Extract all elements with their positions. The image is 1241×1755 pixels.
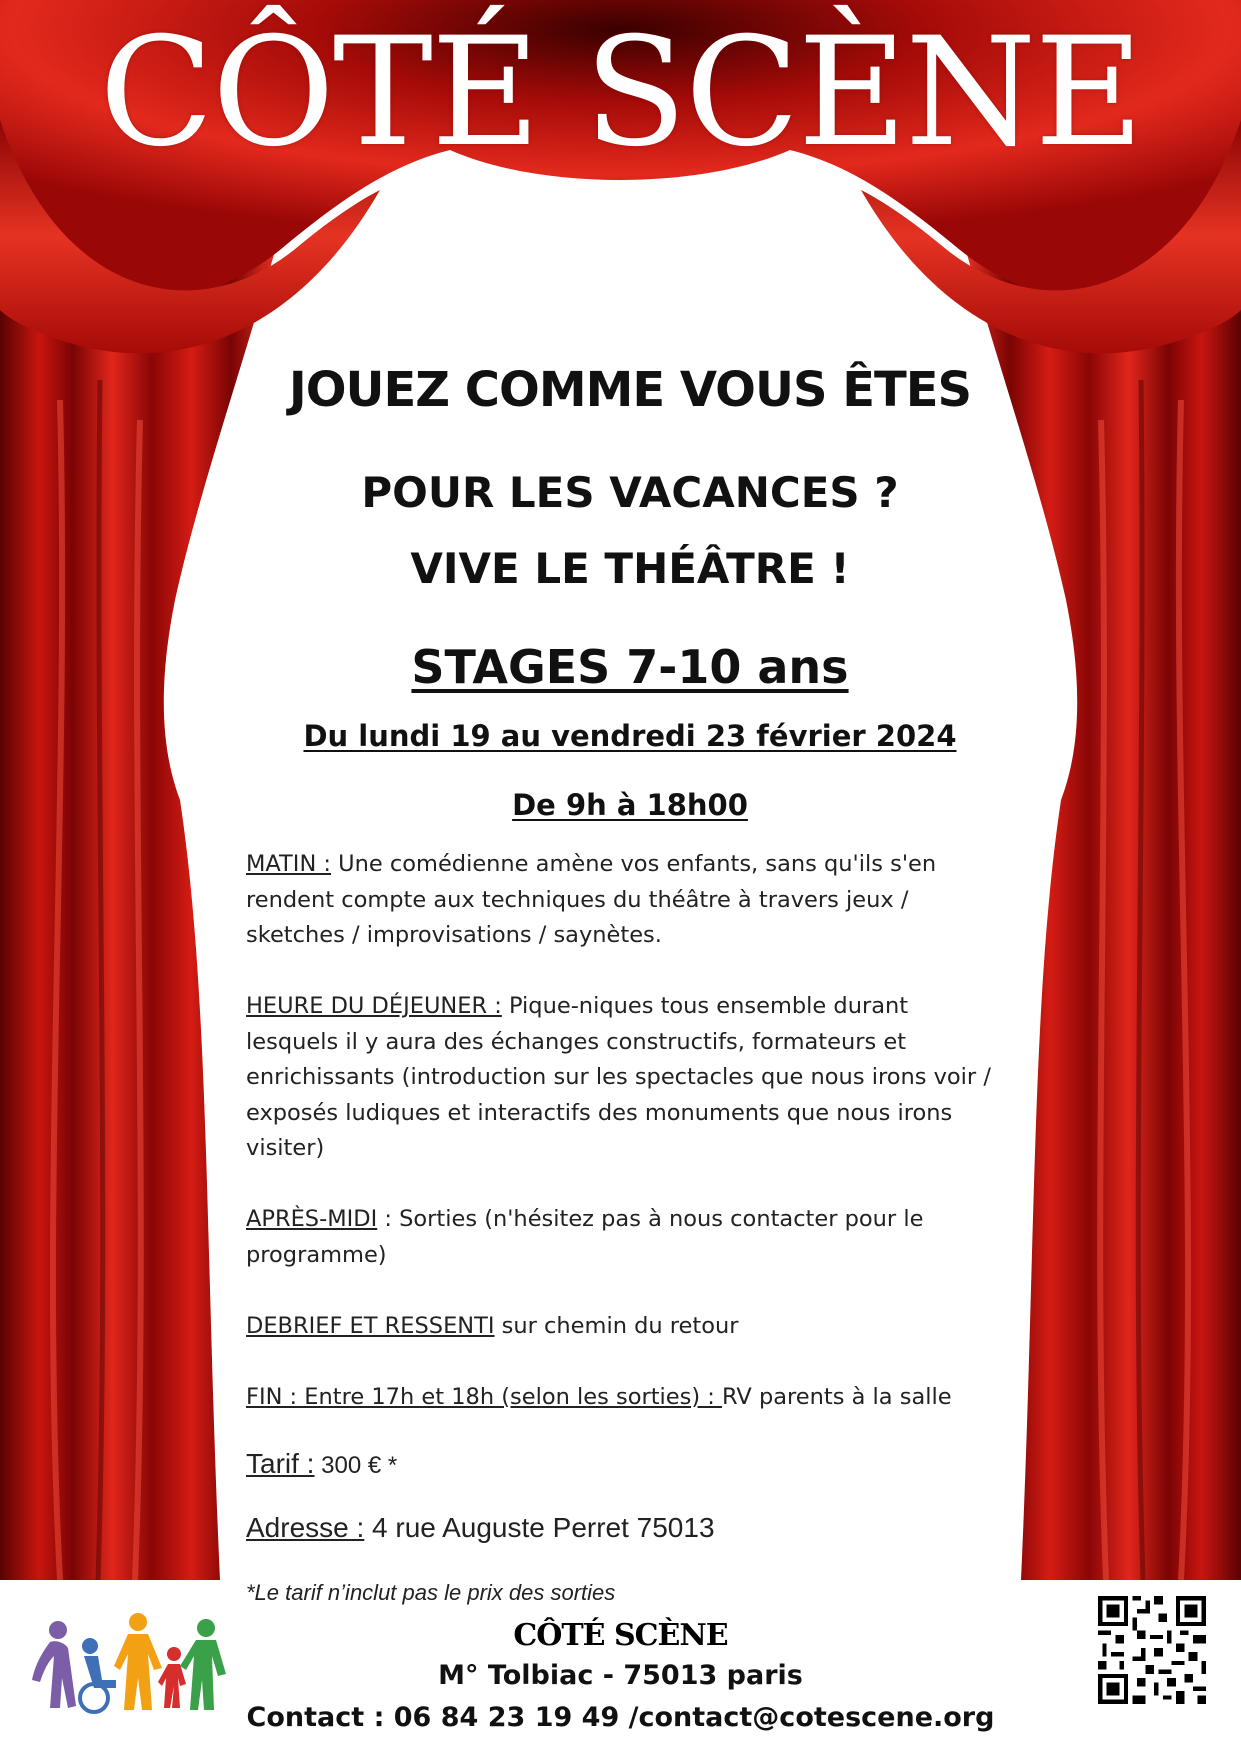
matin-label: MATIN : bbox=[246, 851, 332, 877]
footer-contact: Contact : 06 84 23 19 49 /contact@cotescene.org bbox=[246, 1702, 995, 1733]
debrief-label: DEBRIEF ET RESSENTI bbox=[246, 1313, 495, 1339]
fin-text: RV parents à la salle bbox=[722, 1384, 952, 1410]
course-hours: De 9h à 18h00 bbox=[512, 788, 748, 822]
dejeuner-label: HEURE DU DÉJEUNER : bbox=[246, 993, 502, 1019]
fin-label: FIN : Entre 17h et 18h (selon les sorties) : bbox=[246, 1384, 723, 1410]
adresse-line bbox=[246, 1512, 715, 1544]
program-matin bbox=[246, 847, 1006, 954]
dejeuner-text: Pique-niques tous ensemble durant lesquels il y aura des échanges constructifs, formateurs et enrichissants (introduction sur les spectacles que nous irons voir / exposés ludiques et interactifs des monuments que nous irons visiter) bbox=[246, 993, 991, 1161]
course-title: STAGES 7-10 ans bbox=[411, 640, 849, 694]
footer-metro: M° Tolbiac - 75013 paris bbox=[438, 1660, 803, 1691]
apresmidi-text: : Sorties (n'hésitez pas à nous contacter pour le programme) bbox=[246, 1206, 924, 1268]
headline-jouez: JOUEZ COMME VOUS ÊTES bbox=[288, 362, 972, 418]
program-fin bbox=[246, 1380, 1006, 1416]
program-dejeuner bbox=[246, 989, 1006, 1167]
tarif-value: 300 € * bbox=[314, 1452, 398, 1479]
adresse-label: Adresse : bbox=[246, 1512, 365, 1543]
apresmidi-label: APRÈS-MIDI bbox=[246, 1206, 378, 1232]
matin-text: Une comédienne amène vos enfants, sans qu'ils s'en rendent compte aux techniques du théâtre à travers jeux / sketches / improvisations / saynètes. bbox=[246, 851, 937, 948]
brand-title: CÔTÉ SCÈNE bbox=[99, 6, 1142, 180]
adresse-value: 4 rue Auguste Perret 75013 bbox=[364, 1512, 715, 1543]
course-dates: Du lundi 19 au vendredi 23 février 2024 bbox=[303, 719, 957, 753]
headline-vacances: POUR LES VACANCES ? bbox=[361, 468, 899, 517]
tarif-line bbox=[246, 1448, 397, 1480]
program-debrief bbox=[246, 1309, 1006, 1345]
headline-vive-theatre: VIVE LE THÉÂTRE ! bbox=[410, 544, 850, 593]
tarif-note: *Le tarif n’inclut pas le prix des sorties bbox=[246, 1580, 616, 1605]
program-apresmidi bbox=[246, 1202, 1006, 1273]
footer-brand: CÔTÉ SCÈNE bbox=[513, 1618, 728, 1653]
debrief-text: sur chemin du retour bbox=[494, 1313, 739, 1339]
tarif-label: Tarif : bbox=[246, 1448, 315, 1479]
